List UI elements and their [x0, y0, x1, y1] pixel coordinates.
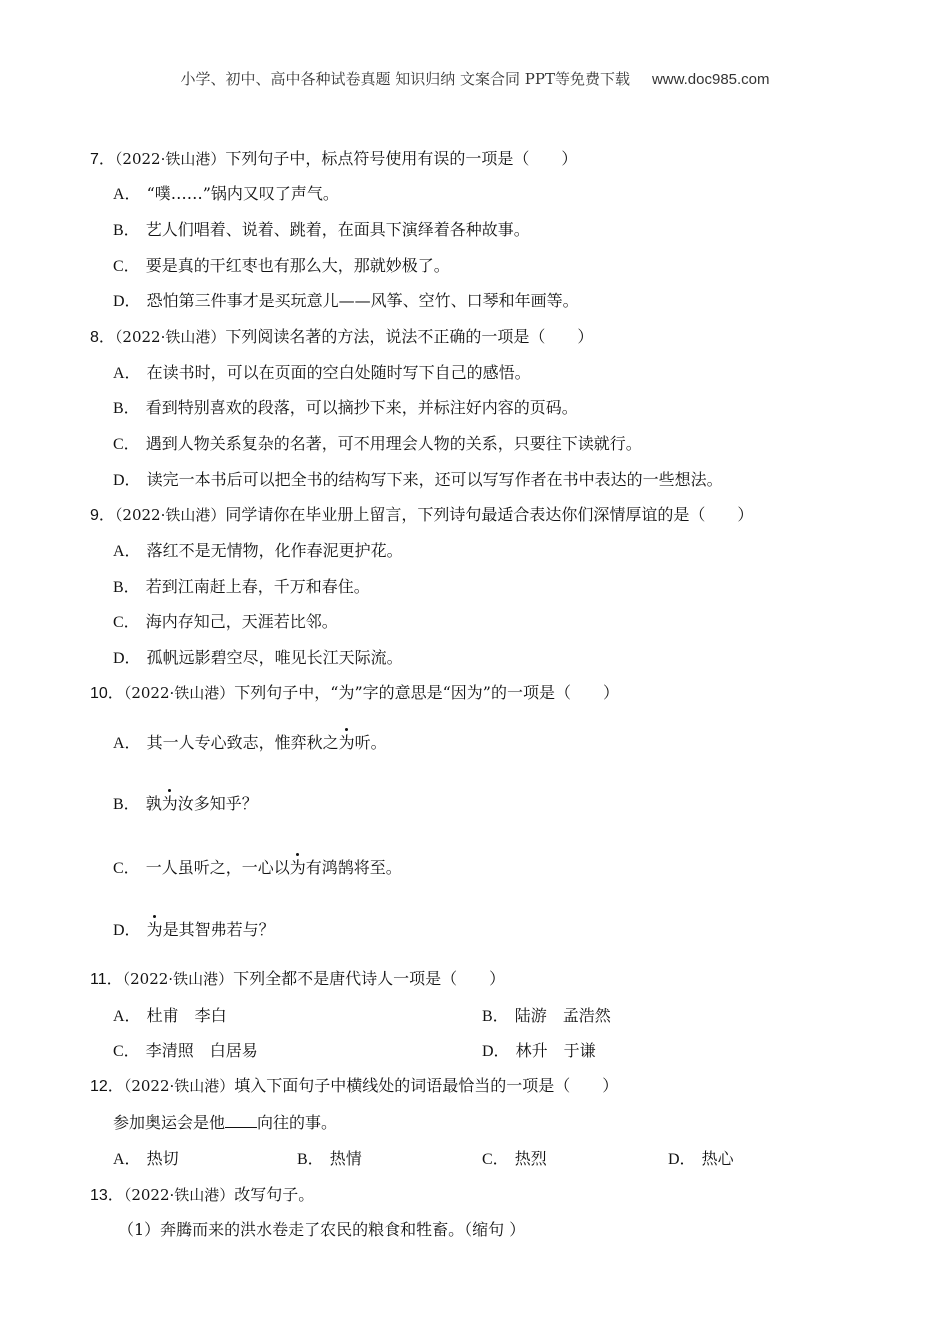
option-11b[interactable]: B． 陆游 孟浩然 [482, 1006, 611, 1025]
question-number: 11． [90, 971, 123, 988]
question-8 [90, 324, 593, 347]
question-9 [90, 502, 753, 525]
question-12-sentence: 参加奥运会是他 向往的事。 [113, 1113, 338, 1132]
question-stem: 下列全都不是唐代诗人一项是（ ） [233, 969, 506, 988]
question-13-sub-1: （1）奔腾而来的洪水卷走了农民的粮食和牲畜。（缩句 ） [118, 1220, 526, 1239]
question-number: 12． [90, 1078, 124, 1095]
option-10a[interactable]: A． 其一人专心致志，惟弈秋之为听。 [113, 733, 387, 752]
question-stem: 下列句子中，“为”字的意思是“因为”的一项是（ ） [234, 683, 619, 702]
question-10 [90, 680, 619, 703]
emphasis-char: 为 [338, 733, 355, 752]
question-number: 9． [90, 507, 115, 524]
page-header [0, 68, 950, 89]
question-12 [90, 1073, 618, 1096]
option-10c[interactable]: C． 一人虽听之，一心以为有鸿鹄将至。 [113, 858, 402, 877]
option-9d[interactable]: D． 孤帆远影碧空尽，唯见长江天际流。 [113, 648, 403, 667]
question-stem: 下列句子中，标点符号使用有误的一项是（ ） [225, 149, 578, 168]
option-11d[interactable]: D． 林升 于谦 [482, 1041, 596, 1060]
option-12d[interactable]: D． 热心 [668, 1149, 734, 1168]
option-9a[interactable]: A． 落红不是无情物，化作春泥更护花。 [113, 541, 403, 560]
question-7 [90, 146, 577, 169]
question-stem: 下列阅读名著的方法，说法不正确的一项是（ ） [225, 327, 594, 346]
question-source: （2022·铁山港） [114, 150, 226, 168]
question-source: （2022·铁山港） [114, 328, 226, 346]
question-source: （2022·铁山港） [123, 684, 235, 702]
question-number: 8． [90, 329, 115, 346]
question-13 [90, 1182, 314, 1205]
question-stem: 同学请你在毕业册上留言，下列诗句最适合表达你们深情厚谊的是（ ） [225, 505, 754, 524]
question-source: （2022·铁山港） [122, 970, 234, 988]
question-number: 13． [90, 1187, 124, 1204]
question-source: （2022·铁山港） [114, 506, 226, 524]
option-8a[interactable]: A． 在读书时，可以在页面的空白处随时写下自己的感悟。 [113, 363, 531, 382]
option-12c[interactable]: C． 热烈 [482, 1149, 547, 1168]
header-text: 小学、初中、高中各种试卷真题 知识归纳 文案合同 PPT等免费下载 [180, 70, 630, 88]
question-source: （2022·铁山港） [123, 1186, 235, 1204]
option-8c[interactable]: C． 遇到人物关系复杂的名著，可不用理会人物的关系，只要往下读就行。 [113, 434, 642, 453]
option-12a[interactable]: A． 热切 [113, 1149, 179, 1168]
option-8b[interactable]: B． 看到特别喜欢的段落，可以摘抄下来，并标注好内容的页码。 [113, 398, 578, 417]
option-7b[interactable]: B． 艺人们唱着、说着、跳着，在面具下演绎着各种故事。 [113, 220, 530, 239]
option-7d[interactable]: D． 恐怕第三件事才是买玩意儿——风筝、空竹、口琴和年画等。 [113, 291, 579, 310]
option-8d[interactable]: D． 读完一本书后可以把全书的结构写下来，还可以写写作者在书中表达的一些想法。 [113, 470, 723, 489]
option-7a[interactable]: A． “噗……”锅内又叹了声气。 [113, 184, 339, 203]
emphasis-char: 为 [289, 858, 306, 877]
question-number: 10． [90, 685, 124, 702]
option-11c[interactable]: C． 李清照 白居易 [113, 1041, 258, 1060]
question-source: （2022·铁山港） [123, 1077, 235, 1095]
emphasis-char: 为 [146, 920, 163, 939]
header-site: www.doc985.com [651, 71, 770, 88]
question-number: 7． [90, 151, 115, 168]
question-stem: 改写句子。 [234, 1185, 315, 1204]
option-9c[interactable]: C． 海内存知己，天涯若比邻。 [113, 612, 338, 631]
option-9b[interactable]: B． 若到江南赶上春，千万和春住。 [113, 577, 370, 596]
option-7c[interactable]: C． 要是真的干红枣也有那么大，那就妙极了。 [113, 256, 450, 275]
question-stem: 填入下面句子中横线处的词语最恰当的一项是（ ） [234, 1076, 619, 1095]
option-12b[interactable]: B． 热情 [297, 1149, 362, 1168]
option-10d[interactable]: D． 为是其智弗若与？ [113, 920, 275, 939]
option-11a[interactable]: A． 杜甫 李白 [113, 1006, 227, 1025]
emphasis-char: 为 [161, 794, 178, 813]
question-11 [90, 966, 505, 989]
option-10b[interactable]: B． 孰为汝多知乎？ [113, 794, 258, 813]
fill-blank[interactable] [225, 1113, 257, 1128]
